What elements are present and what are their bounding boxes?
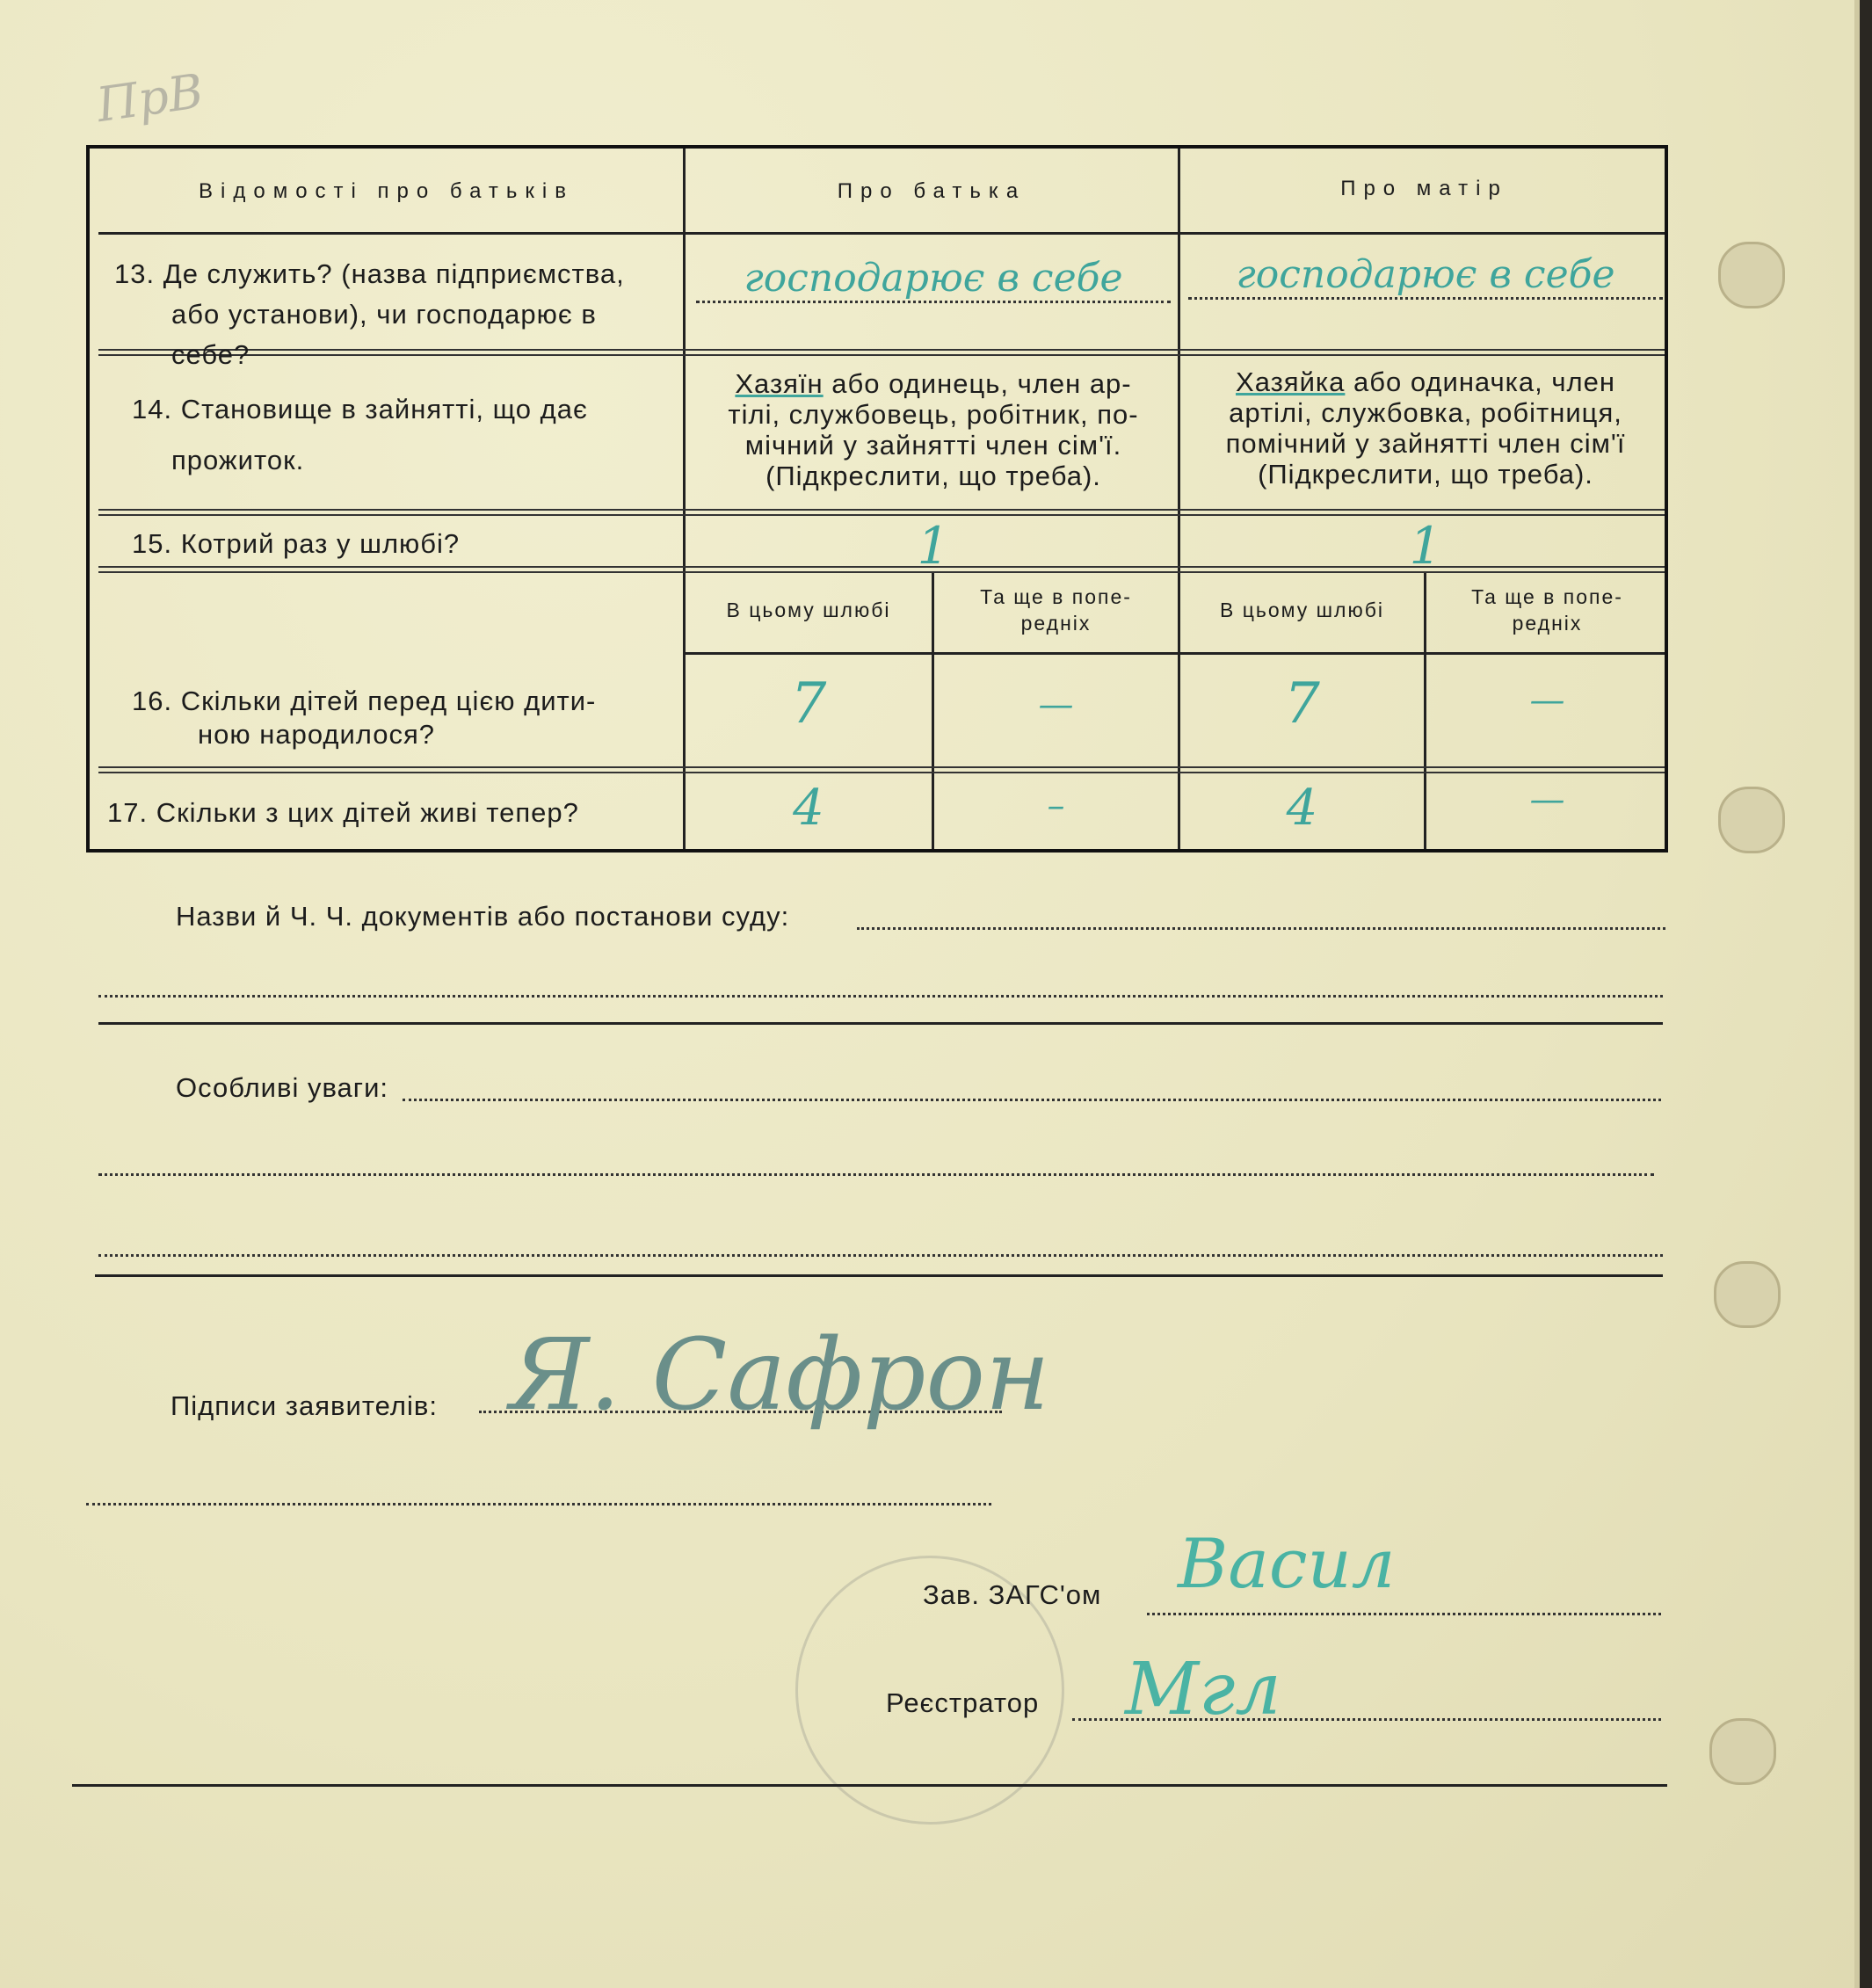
question-13-line1: 13. Де служить? (назва підприємства,	[114, 258, 625, 289]
corner-pencil-mark: ПрВ	[93, 62, 207, 134]
subheader-previous-line1: Та ще в попе-	[1471, 585, 1623, 608]
header-father: Про батька	[837, 179, 1027, 203]
options-14-mother	[1188, 366, 1663, 490]
options-14-mother-line3: помічний у зайнятті член сім'ї	[1225, 428, 1626, 459]
answer-17-mother-this: 4	[1286, 780, 1318, 837]
underlined-choice-mother: Хазяйка	[1236, 366, 1346, 397]
binding-hole	[1714, 1261, 1781, 1328]
registrar-signature: Мгл	[1125, 1648, 1281, 1731]
answer-17-mother-prev: —	[1529, 780, 1565, 820]
table-col-divider	[1178, 149, 1180, 849]
subheader-mother-this-marriage: В цьому шлюбі	[1219, 599, 1385, 621]
remarks-dotted-line-3	[98, 1254, 1663, 1257]
options-14-father-line1: Хазяїн або одинець, член ар-	[735, 368, 1132, 399]
question-16-line2: ною народилося?	[198, 719, 435, 750]
subheader-father-this-marriage: В цьому шлюбі	[726, 599, 891, 621]
answer-17-father-this: 4	[793, 780, 824, 837]
header-mother: Про матір	[1340, 177, 1508, 200]
documents-label: Назви й Ч. Ч. документів або постанови суду:	[176, 901, 790, 932]
remarks-dotted-line	[403, 1099, 1661, 1101]
documents-dotted-line	[857, 927, 1665, 930]
table-col-divider	[683, 149, 686, 849]
question-14-line1: 14. Становище в зайнятті, що дає	[132, 394, 588, 424]
head-dotted-line	[1147, 1613, 1661, 1615]
answer-15-father: 1	[917, 516, 950, 576]
answer-15-mother: 1	[1409, 516, 1442, 576]
binding-hole	[1718, 787, 1785, 853]
documents-dotted-line-2	[98, 995, 1663, 998]
options-14-mother-line2: артілі, службовка, робітниця,	[1229, 397, 1622, 428]
answer-16-father-this: 7	[790, 671, 827, 736]
answer-17-father-prev: –	[1047, 786, 1065, 826]
answer-16-father-prev: —	[1038, 685, 1074, 725]
signatures-label: Підписи заявителів:	[171, 1390, 438, 1421]
question-16-line1: 16. Скільки дітей перед цією дити-	[132, 686, 597, 716]
table-row-divider	[98, 509, 1665, 516]
head-signature: Васил	[1178, 1525, 1396, 1604]
subheader-previous-line2: редніх	[1512, 612, 1583, 635]
question-16	[132, 685, 677, 751]
remarks-label: Особливі уваги:	[176, 1072, 389, 1103]
question-15: 15. Котрий раз у шлюбі?	[132, 528, 461, 559]
answer-16-mother-this: 7	[1284, 671, 1320, 736]
subheader-previous-line2: редніх	[1020, 612, 1092, 635]
table-row-divider	[98, 766, 1665, 773]
registrar-label: Реєстратор	[886, 1687, 1040, 1718]
options-14-mother-line4: (Підкреслити, що треба).	[1258, 459, 1593, 490]
table-subheader-divider	[686, 652, 1665, 655]
question-14-line2: прожиток.	[171, 445, 305, 475]
answer-16-mother-prev: —	[1529, 680, 1565, 721]
subheader-previous-line1: Та ще в попе-	[980, 585, 1132, 608]
answer-13-father: господарює в себе	[696, 256, 1171, 303]
question-17: 17. Скільки з цих дітей живі тепер?	[107, 797, 579, 828]
options-14-father-line4: (Підкреслити, що треба).	[765, 461, 1101, 491]
binding-hole	[1718, 242, 1785, 308]
header-parents-info: Відомості про батьків	[199, 179, 574, 203]
subheader-mother-previous	[1426, 584, 1668, 636]
subheader-father-previous	[934, 584, 1178, 636]
table-row-divider	[98, 232, 1665, 235]
options-14-father-line3: мічний у зайнятті член сім'ї.	[744, 430, 1122, 461]
remarks-dotted-line-2	[98, 1173, 1654, 1176]
question-13	[114, 254, 677, 375]
applicant-signature: Я. Сафрон	[510, 1318, 1050, 1433]
options-14-father	[696, 368, 1171, 491]
bottom-rule	[72, 1784, 1667, 1787]
parents-info-table	[86, 145, 1668, 853]
signatures-dotted-line-2	[86, 1503, 991, 1506]
binding-hole	[1709, 1718, 1776, 1785]
question-13-line2: або установи), чи господарює в себе?	[171, 299, 597, 370]
section-rule	[98, 1022, 1663, 1025]
head-label: Зав. ЗАГС'ом	[923, 1579, 1102, 1610]
options-14-mother-line1: Хазяйка або одиначка, член	[1236, 366, 1615, 397]
answer-13-mother: господарює в себе	[1188, 252, 1663, 300]
question-14	[132, 384, 677, 486]
options-14-father-line2: тілі, службовець, робітник, по-	[728, 399, 1139, 430]
section-rule	[95, 1274, 1663, 1277]
underlined-choice-father: Хазяїн	[735, 368, 824, 399]
